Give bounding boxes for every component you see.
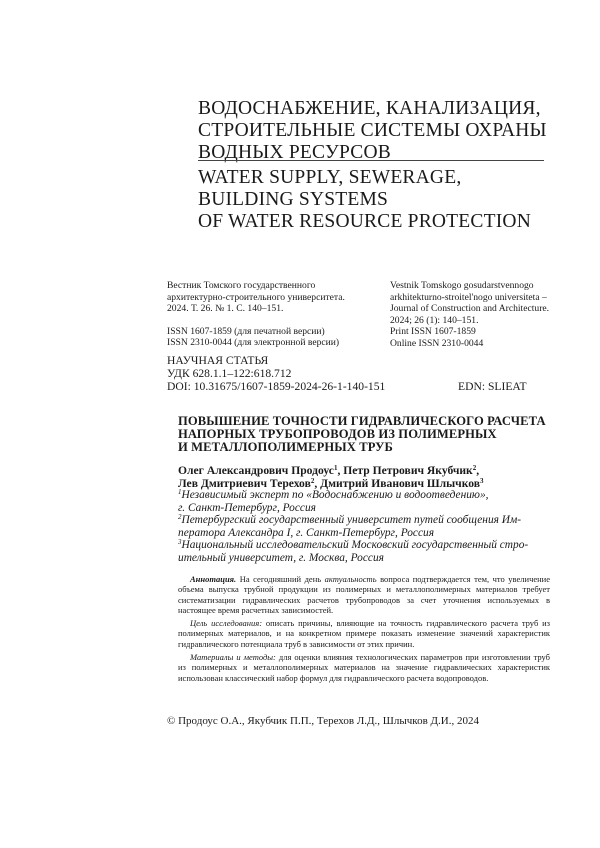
affiliation: г. Санкт-Петербург, Россия (178, 501, 316, 514)
article-title (178, 415, 548, 455)
abstract-text: для оценки влияния технологических параметров при изготовлении труб из полимерных и металлополимерных материалов на значение гидравлических характеристик использован классический набор формул для гидравлического расчета водопроводов. (178, 652, 550, 683)
journal-line: Journal of Construction and Architecture. (390, 303, 550, 315)
affiliation: ператора Александра I, г. Санкт-Петербург, Россия (178, 526, 435, 539)
abstract-paragraph (178, 618, 550, 649)
abstract-label: Аннотация. (190, 574, 237, 584)
journal-line: 2024. Т. 26. № 1. С. 140–151. (167, 303, 284, 315)
affil-mark: 1 (178, 488, 182, 496)
copyright-notice: © Продоус О.А., Якубчик П.П., Терехов Л.Д., Шлычков Д.И., 2024 (167, 715, 479, 727)
doi: DOI: 10.31675/1607-1859-2024-26-1-140-151 (167, 379, 386, 393)
affiliation: ительный университет, г. Москва, Россия (178, 551, 384, 564)
author-name: Петр Петрович Якубчик (343, 464, 473, 477)
author-affil-mark: 3 (480, 476, 484, 485)
author-list: Олег Александрович Продоус$^1$, Петр Петрович Якубчик$^2$, Лев Дмитриевич Терехов$^2$, Дмитрий Иванович Шлычков$^3$ (178, 464, 484, 490)
journal-line: Вестник Томского государственного (167, 280, 316, 291)
journal-line: Vestnik Tomskogo gosudarstvennogo (390, 280, 534, 291)
journal-line: arkhitekturno-stroitel'nogo universiteta – (390, 291, 547, 303)
abstract-emphasis: актуальность (324, 574, 377, 584)
udc-code: УДК 628.1.1–122:618.712 (167, 366, 292, 380)
issn-online: ISSN 2310-0044 (для электронной версии) (167, 337, 340, 349)
issn-print: Print ISSN 1607-1859 (390, 326, 476, 338)
author-affil-mark: 2 (472, 464, 477, 472)
affiliation: Независимый эксперт по «Водоснабжению и водоотведению», (181, 489, 489, 501)
article-title-line: И МЕТАЛЛОПОЛИМЕРНЫХ ТРУБ (178, 440, 393, 455)
journal-line: архитектурно-строительного университета. (167, 291, 345, 303)
journal-line: 2024; 26 (1): 140–151. (390, 314, 479, 326)
abstract-text: вопроса подтверждается тем, что увеличение объема выпуска трубной продукции из полимерных и металлополимерных материалов требует систематизации гидравлических расчетов трубопроводов за счет уточнения используемых в настоящее время расчетных зависимостей. (178, 574, 550, 615)
edn-code: EDN: SLIEAT (458, 380, 527, 393)
issn-print: ISSN 1607-1859 (для печатной версии) (167, 325, 325, 337)
affil-mark: 2 (178, 513, 182, 522)
section-title-en (198, 167, 578, 233)
journal-meta-ru (167, 280, 382, 349)
article-title-line: НАПОРНЫХ ТРУБОПРОВОДОВ ИЗ ПОЛИМЕРНЫХ (178, 427, 497, 442)
section-title-ru (198, 98, 558, 164)
abstract (178, 574, 550, 686)
author-affil-mark: 1 (333, 464, 338, 472)
abstract-text: На сегодняшний день (236, 574, 325, 584)
issn-online: Online ISSN 2310-0044 (390, 337, 484, 349)
research-goal-label: Цель исследования: (190, 618, 263, 629)
methods-label: Материалы и методы: (190, 652, 276, 663)
article-title-line: ПОВЫШЕНИЕ ТОЧНОСТИ ГИДРАВЛИЧЕСКОГО РАСЧЕТА (178, 414, 546, 428)
section-title-en-line: WATER SUPPLY, SEWERAGE, (198, 167, 462, 188)
section-title-ru-line: СТРОИТЕЛЬНЫЕ СИСТЕМЫ ОХРАНЫ (198, 120, 547, 141)
abstract-text: описать причины, влияющие на точность гидравлического расчета труб из полимерных материалов, и на конкретном примере показать изменение значений характеристик гидравлического потенциала труб в зависимости от этих причин. (178, 618, 551, 649)
affiliation-list (178, 489, 548, 565)
affil-mark: 3 (178, 538, 182, 547)
affiliation: Национальный исследовательский Московский государственный стро- (181, 539, 529, 552)
author-name: Олег Александрович Продоус (178, 464, 334, 477)
journal-meta-en (390, 280, 560, 350)
article-type: НАУЧНАЯ СТАТЬЯ (167, 354, 269, 367)
section-title-ru-line: ВОДОСНАБЖЕНИЕ, КАНАЛИЗАЦИЯ, (198, 98, 541, 119)
abstract-paragraph (178, 652, 550, 683)
section-title-ru-line: ВОДНЫХ РЕСУРСОВ (198, 142, 391, 163)
section-title-en-line: OF WATER RESOURCE PROTECTION (198, 211, 531, 232)
abstract-paragraph (178, 574, 550, 615)
author-affil-mark: 2 (310, 476, 315, 485)
author-name: Дмитрий Иванович Шлычков (320, 476, 481, 490)
affiliation: Петербургский государственный университет путей сообщения Им- (181, 514, 522, 527)
section-title-en-line: BUILDING SYSTEMS (198, 189, 389, 210)
section-divider (198, 160, 544, 161)
author-name: Лев Дмитриевич Терехов (178, 476, 311, 490)
